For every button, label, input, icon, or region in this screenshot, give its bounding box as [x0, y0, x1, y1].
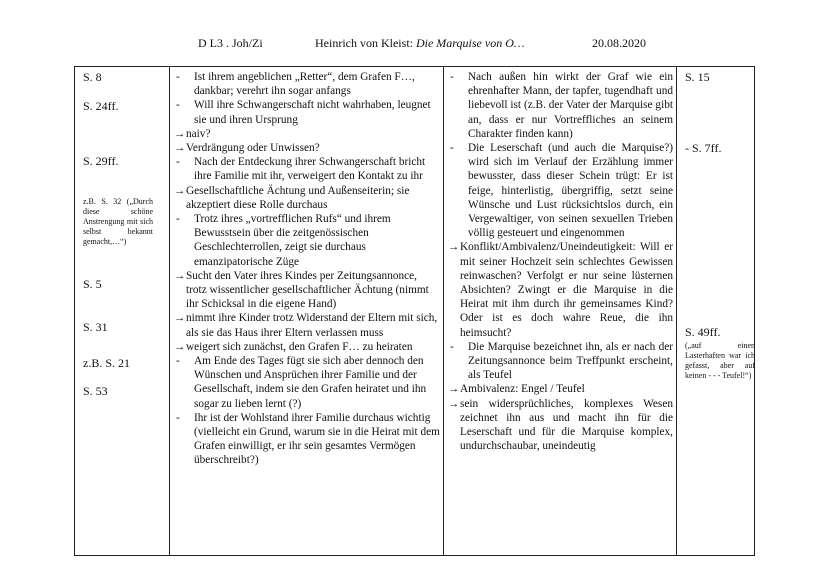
arrow-item [174, 184, 440, 212]
graf-analysis-column [444, 67, 677, 556]
note-text: Nach der Entdeckung ihrer Schwangerschaft bricht ihre Familie mit ihr, verweigert den Kontakt zu ihr [194, 156, 426, 183]
arrow-item [174, 269, 440, 312]
dash-bullet-icon: - [176, 99, 180, 112]
page-ref: S. 24ff. [83, 99, 119, 113]
bullet-item [174, 354, 440, 411]
note-text: nimmt ihre Kinder trotz Widerstand der Eltern mit sich, als sie das Haus ihrer Eltern verlassen muss [186, 312, 438, 339]
right-arrow-icon: → [174, 269, 186, 282]
bullet-item [174, 411, 440, 468]
page-ref: S. 15 [685, 70, 710, 84]
right-arrow-icon: → [174, 184, 186, 197]
marquise-analysis-column [170, 67, 444, 556]
bullet-item [448, 340, 673, 383]
note-text: weigert sich zunächst, den Grafen F… zu heiraten [186, 340, 413, 353]
page-ref: S. 31 [83, 320, 108, 334]
note-text: Die Marquise bezeichnet ihn, als er nach der Zeitungsannonce beim Treffpunkt erscheint, als Teufel [468, 340, 673, 382]
bullet-item [448, 70, 673, 141]
page-ref: - S. 7ff. [685, 141, 722, 155]
note-text: Ambivalenz: Engel / Teufel [460, 383, 585, 396]
arrow-item [174, 340, 440, 354]
table-row [75, 67, 755, 556]
note-text: Trotz ihres „vortrefflichen Rufs“ und ihrem Bewusstsein über die zeitgenössischen Geschlechterrollen, zeigt sie durchaus emanzipatorische Züge [194, 213, 391, 268]
note-text: Ihr ist der Wohlstand ihrer Familie durchaus wichtig (vielleicht ein Grund, warum sie in die Heirat mit dem Grafen einwilligt, er ihr sein gesamtes Vermögen überschreibt?) [194, 411, 440, 467]
right-arrow-icon: → [448, 383, 460, 396]
page-header [0, 36, 828, 52]
note-text: Gesellschaftliche Ächtung und Außenseiterin; sie akzeptiert diese Rolle durchaus [186, 184, 410, 211]
marquise-notes [174, 70, 440, 468]
right-arrow-icon: → [174, 142, 186, 155]
dash-bullet-icon: - [176, 355, 180, 368]
document-date: 20.08.2020 [592, 36, 646, 50]
note-text: Will ihre Schwangerschaft nicht wahrhaben, leugnet sie und ihren Ursprung [194, 99, 431, 126]
right-arrow-icon: → [174, 340, 186, 353]
dash-bullet-icon: - [176, 156, 180, 169]
note-text: Nach außen hin wirkt der Graf wie ein ehrenhafter Mann, der tapfer, tugendhaft und liebevoll ist (z.B. der Vater der Marquise gibt an, dass er nur Vortreffliches an seinem Charakter finden kann) [468, 71, 673, 140]
arrow-item [174, 127, 440, 141]
arrow-item [448, 382, 673, 396]
work-title: Die Marquise von O… [415, 36, 525, 50]
note-text: Ist ihrem angeblichen „Retter“, dem Grafen F…, dankbar; verehrt ihn sogar anfangs [194, 71, 415, 98]
analysis-table [74, 66, 755, 556]
right-arrow-icon: → [448, 397, 460, 410]
note-text: Am Ende des Tages fügt sie sich aber dennoch den Wünschen und Ansprüchen ihrer Familie und der Gesellschaft, indem sie den Grafen heiratet und ihn sogar zu lieben lernt (?) [194, 355, 427, 410]
arrow-item [174, 311, 440, 339]
page-ref: S. 29ff. [83, 154, 119, 168]
page-ref: S. 5 [83, 277, 102, 291]
page-ref: S. 8 [83, 70, 102, 84]
arrow-item [448, 397, 673, 454]
bullet-item [174, 155, 440, 183]
arrow-item [448, 240, 673, 339]
page-ref: S. 49ff. [685, 325, 721, 339]
note-text: Verdrängung oder Unwissen? [186, 142, 320, 155]
note-text: Die Leserschaft (und auch die Marquise?) wird sich im Verlauf der Erzählung immer bewusster, dass dieser Schein trügt: Er ist feige, hinterlistig, übergriffig, setzt seine Wünsche und Lust rücksichtslos durch, ein Vergewaltiger, von seinen sexuellen Trieben völlig gesteuert und eingenommen [468, 142, 673, 240]
dash-bullet-icon: - [450, 142, 454, 155]
dash-bullet-icon: - [450, 71, 454, 83]
course-code: D L3 . Joh/Zi [198, 36, 263, 50]
right-arrow-icon: → [174, 312, 186, 325]
dash-bullet-icon: - [176, 213, 180, 226]
author-name: Heinrich von Kleist: [315, 36, 416, 50]
note-text: Sucht den Vater ihres Kindes per Zeitungsannonce, trotz wissentlicher gesellschaftlicher Ächtung (nimmt ihr Schicksal in die eigene Hand) [186, 269, 429, 311]
page-ref-quote: z.B. S. 32 („Durch diese schöne Anstrengung mit sich selbst bekannt gemacht,…“) [83, 197, 153, 246]
page-ref-quote: („auf einen Lasterhaften war ich gefasst, aber auf keinen - - - Teufel!“) [685, 341, 755, 380]
graf-notes [448, 70, 673, 453]
bullet-item [448, 141, 673, 240]
page-ref: S. 53 [83, 384, 108, 398]
note-text: Konflikt/Ambivalenz/Uneindeutigkeit: Will er mit seiner Hochzeit sein schlechtes Gewissen reinwaschen? Verfolgt er nur seine lüsternen Absichten? Zwingt er die Marquise in die Heirat mit ihm durch ihr gemeinsames Kind? Oder ist es doch wahre Reue, die ihn heimsucht? [460, 241, 673, 339]
bullet-item [174, 70, 440, 98]
right-arrow-icon: → [448, 241, 460, 254]
page-reference-column-left [75, 67, 170, 556]
note-text: naiv? [186, 127, 211, 140]
note-text: sein widersprüchliches, komplexes Wesen zeichnet ihn aus und macht ihn für die Leserschaft und für die Marquise komplex, undurchschaubar, uneindeutig [460, 397, 673, 453]
page-ref: z.B. S. 21 [83, 356, 131, 370]
page-reference-column-right [677, 67, 755, 556]
dash-bullet-icon: - [176, 71, 180, 83]
bullet-item [174, 98, 440, 126]
document-title [315, 36, 525, 51]
arrow-item [174, 141, 440, 155]
dash-bullet-icon: - [450, 340, 454, 353]
bullet-item [174, 212, 440, 269]
dash-bullet-icon: - [176, 411, 180, 424]
right-arrow-icon: → [174, 127, 186, 140]
